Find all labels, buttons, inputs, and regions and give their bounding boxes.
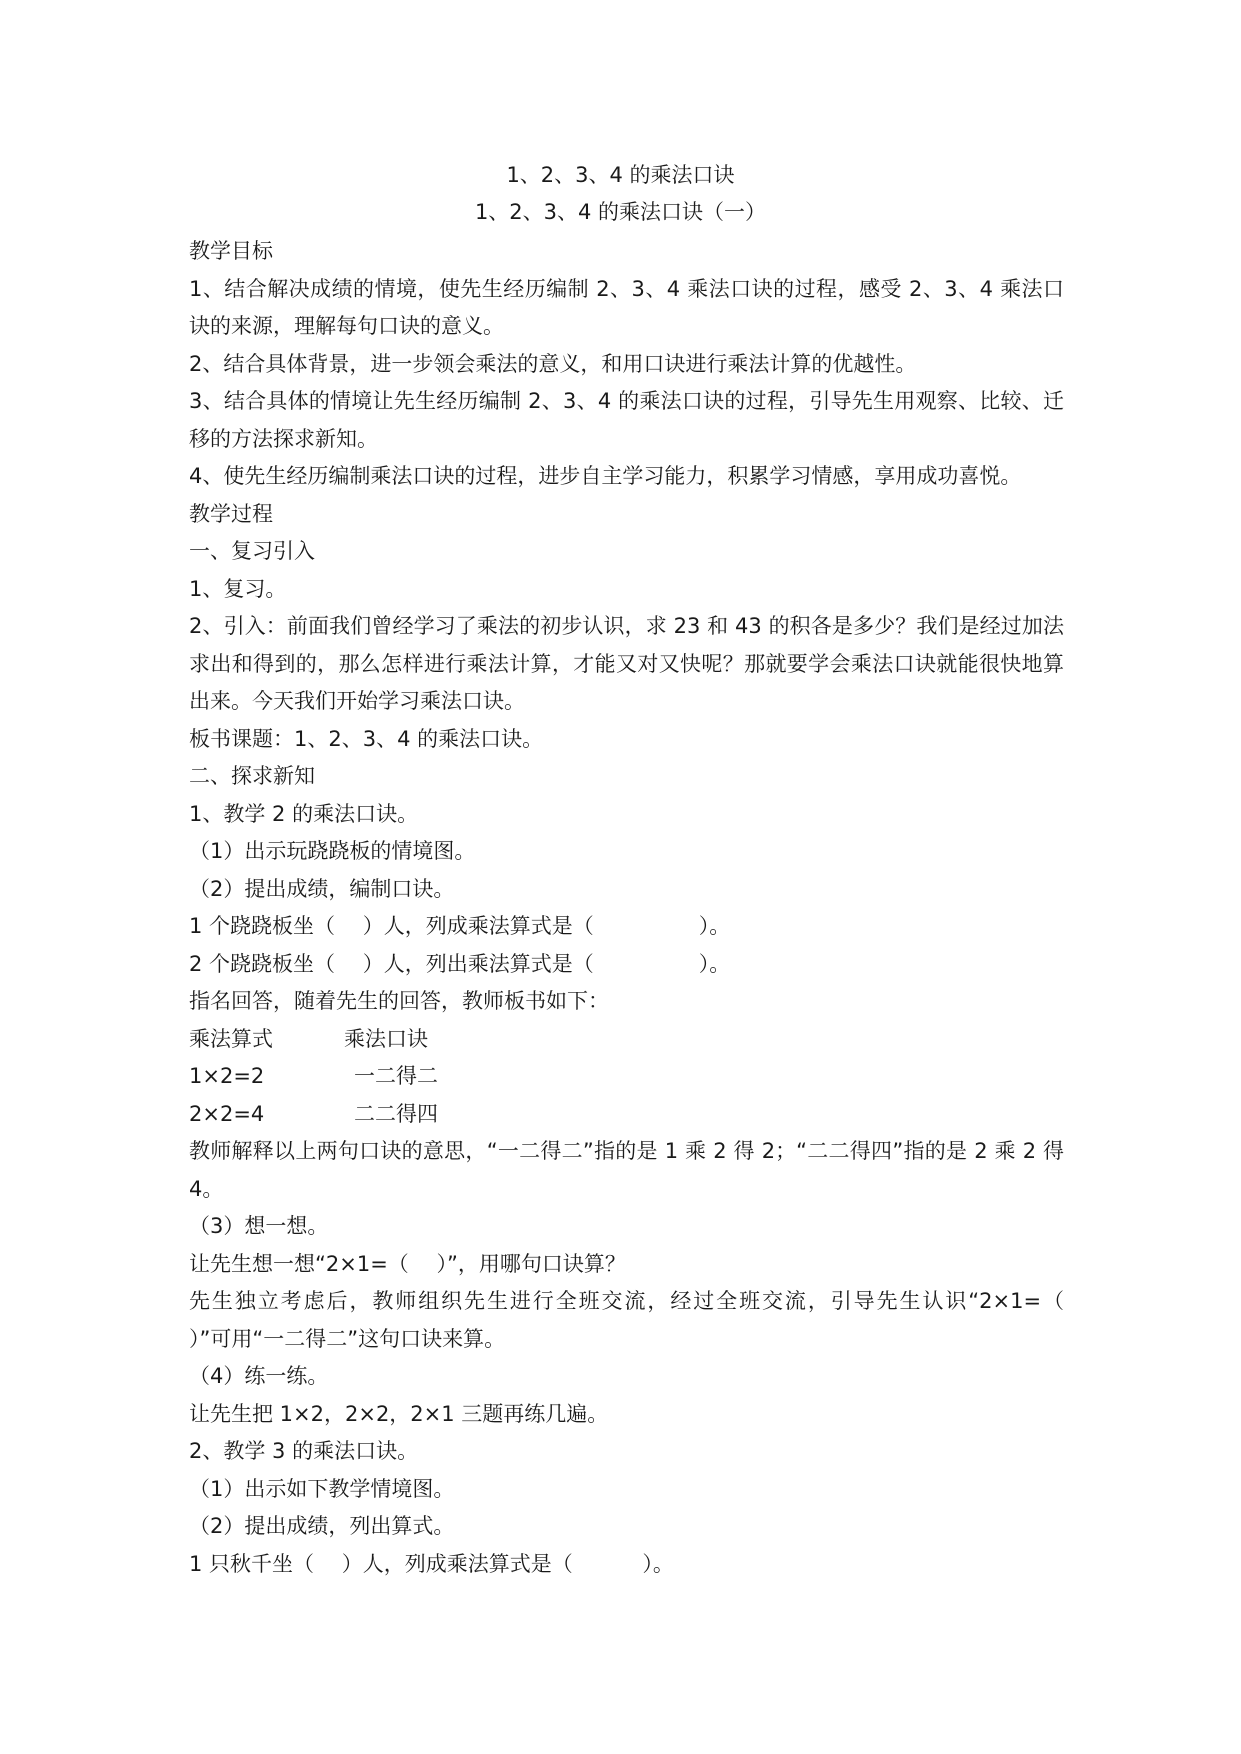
table-row [189,1096,1064,1134]
section-heading-objectives: 教学目标 [189,239,273,263]
objective-1: 1、结合解决成绩的情境，使先生经历编制 2、3、4 乘法口诀的过程，感受 2、3、4 乘法口诀的来源，理解每句口诀的意义。 [189,276,1064,338]
section-heading-process: 教学过程 [189,501,273,526]
board-table-header [189,1021,1064,1059]
paragraph: 2、教学 3 的乘法口诀。 [189,1439,419,1463]
paragraph: （2）提出成绩，列出算式。 [189,1514,455,1538]
table-row [189,1058,1064,1096]
paragraph-explanation: 教师解释以上两句口诀的意思，“一二得二”指的是 1 乘 2 得 2；“二二得四”指的是 2 乘 2 得 4。 [189,1139,1064,1201]
step-heading-explore: 二、探求新知 [189,764,315,788]
document-subtitle: 1、2、3、4 的乘法口诀（一） [474,200,767,224]
table-cell-formula: 1×2=2 [189,1064,265,1088]
table-cell-formula: 2×2=4 [189,1101,265,1126]
paragraph: （4）练一练。 [189,1364,329,1388]
step-heading-review: 一、复习引入 [189,539,315,563]
paragraph: 指名回答，随着先生的回答，教师板书如下： [189,989,609,1013]
paragraph: 让先生想一想“2×1=（ ）”，用哪句口诀算？ [189,1251,626,1276]
document-body [189,233,1092,1583]
objective-4: 4、使先生经历编制乘法口诀的过程，进步自主学习能力，积累学习情感，享用成功喜悦。 [189,464,1022,488]
table-header-rhyme: 乘法口诀 [344,1026,428,1051]
document-title: 1、2、3、4 的乘法口诀 [506,163,735,187]
paragraph: （1）出示玩跷跷板的情境图。 [189,839,476,863]
paragraph-introduction: 2、引入：前面我们曾经学习了乘法的初步认识，求 23 和 43 的积各是多少？我们是经过加法求出和得到的，那么怎样进行乘法计算，才能又对又快呢？那就要学会乘法口诀就能很快地算出来。今天我们开始学习乘法口诀。 [189,614,1064,713]
paragraph: （3）想一想。 [189,1214,329,1238]
objective-2: 2、结合具体背景，进一步领会乘法的意义，和用口诀进行乘法计算的优越性。 [189,351,917,376]
paragraph: （2）提出成绩，编制口诀。 [189,876,455,901]
paragraph: 让先生把 1×2，2×2，2×1 三题再练几遍。 [189,1401,609,1426]
paragraph-board-topic: 板书课题：1、2、3、4 的乘法口诀。 [189,726,544,751]
paragraph: 1、教学 2 的乘法口诀。 [189,801,419,826]
question-line: 2 个跷跷板坐（ ）人，列出乘法算式是（ ）。 [189,951,731,976]
objective-3: 3、结合具体的情境让先生经历编制 2、3、4 的乘法口诀的过程，引导先生用观察、比较、迁移的方法探求新知。 [189,389,1064,451]
table-header-formula: 乘法算式 [189,1026,273,1051]
question-line: 1 个跷跷板坐（ ）人，列成乘法算式是（ ）。 [189,914,731,938]
table-cell-rhyme: 二二得四 [354,1101,438,1126]
paragraph: 先生独立考虑后，教师组织先生进行全班交流，经过全班交流，引导先生认识“2×1=（ ）”可用“一二得二”这句口诀来算。 [189,1289,1092,1351]
question-line: 1 只秋千坐（ ）人，列成乘法算式是（ ）。 [189,1551,674,1576]
paragraph: （1）出示如下教学情境图。 [189,1476,455,1501]
table-cell-rhyme: 一二得二 [354,1064,438,1088]
paragraph: 1、复习。 [189,576,287,601]
